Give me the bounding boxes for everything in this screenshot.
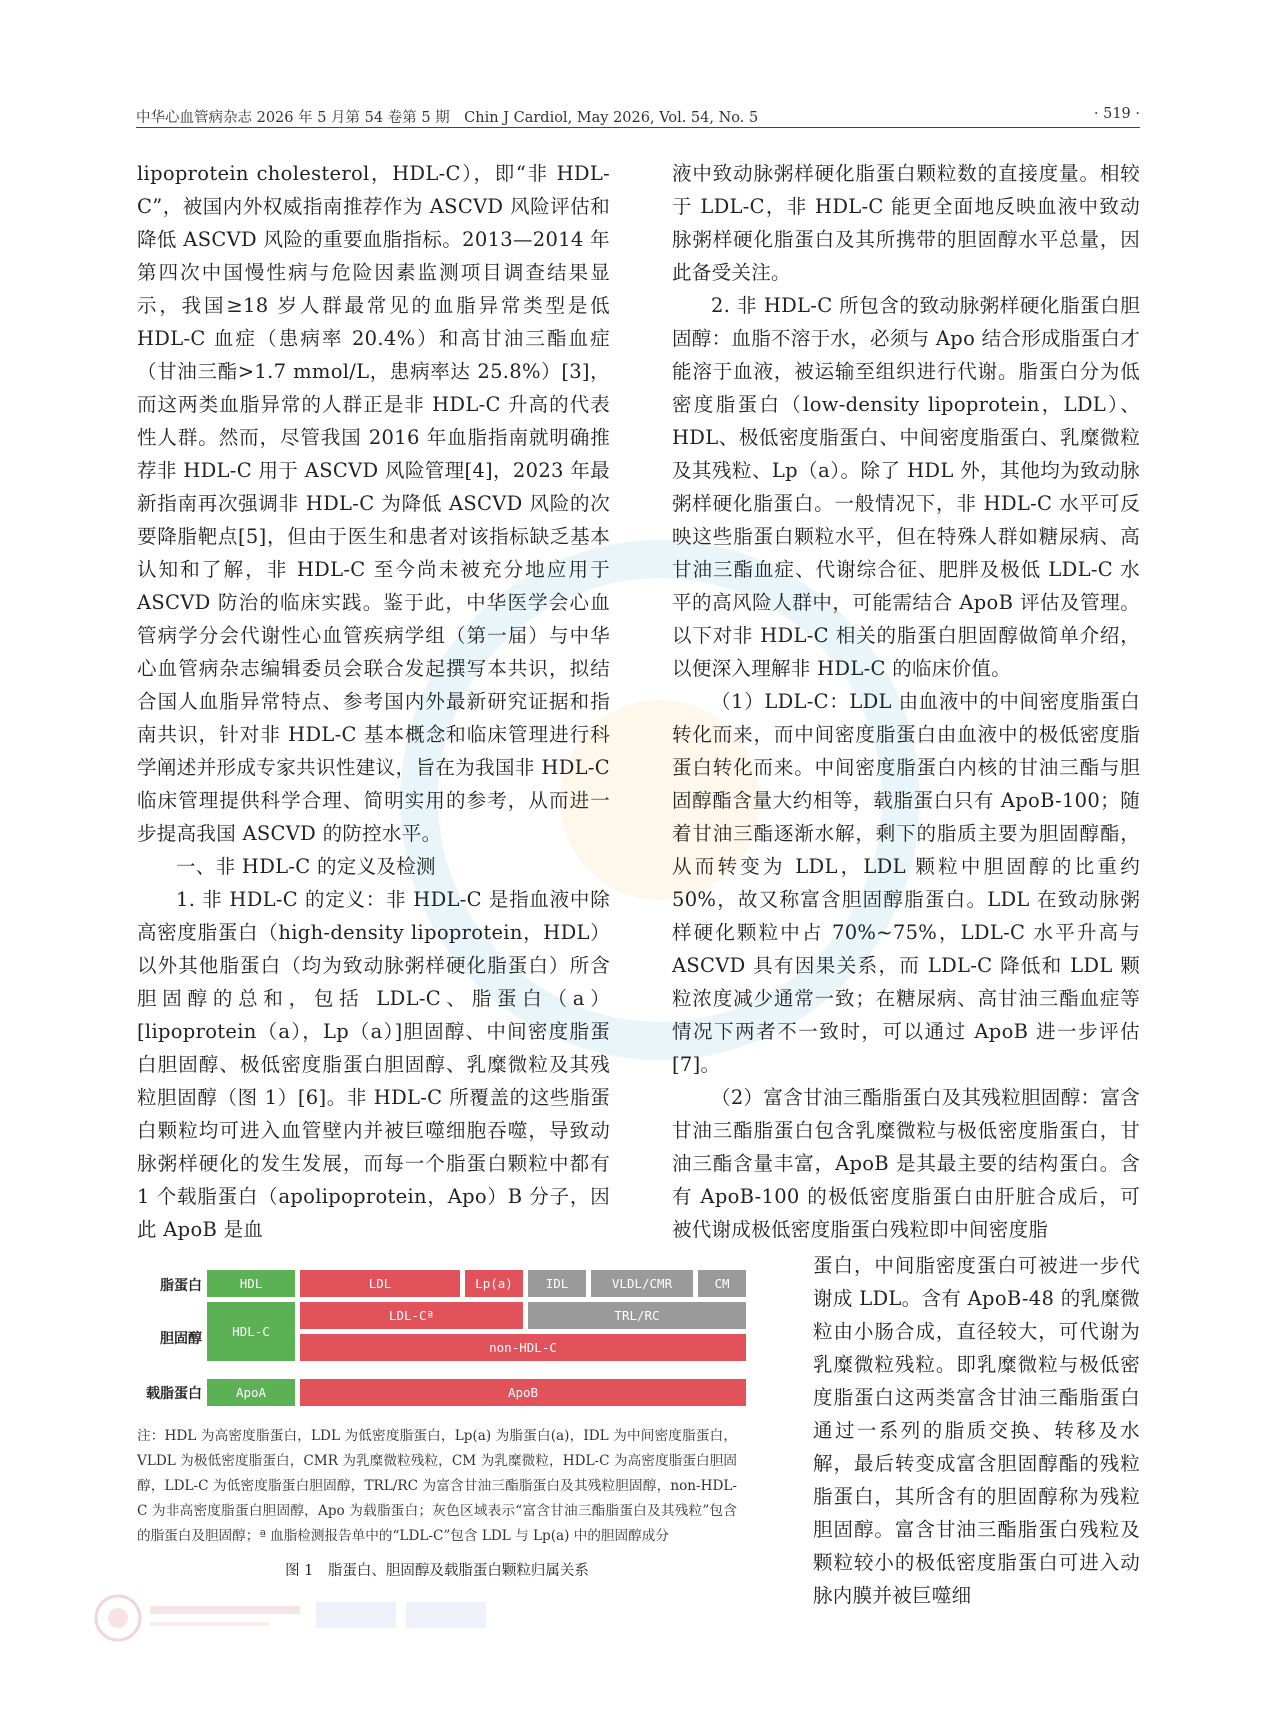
cell-hdl-c: HDL-C: [207, 1302, 295, 1361]
paragraph: lipoprotein cholesterol，HDL-C），即“非 HDL-C”，被国内外权威指南推荐作为 ASCVD 风险评估和降低 ASCVD 风险的重要血脂指标。2013—2014 年第四次中国慢性病与危险因素监测项目调查结果显示，我国≥18 岁人群最常见的血脂异常类型是低 HDL-C 血症（患病率 20.4%）和高甘油三酯血症（甘油三酯>1.7 mmol/L，患病率达 25.8%）[3]，而这两类血脂异常的人群正是非 HDL-C 升高的代表性人群。然而，尽管我国 2016 年血脂指南就明确推荐非 HDL-C 用于 ASCVD 风险管理[4]，2023 年最新指南再次强调非 HDL-C 为降低 ASCVD 风险的次要降脂靶点[5]，但由于医生和患者对该指标缺乏基本认知和了解，非 HDL-C 至今尚未被充分地应用于 ASCVD 防治的临床实践。鉴于此，中华医学会心血管病学分会代谢性心血管疾病学组（第一届）与中华心血管病杂志编辑委员会联合发起撰写本共识，拟结合国人血脂异常特点、参考国内外最新研究证据和指南共识，针对非 HDL-C 基本概念和临床管理进行科学阐述并形成专家共识性建议，旨在为我国非 HDL-C 临床管理提供科学合理、简明实用的参考，从而进一步提高我国 ASCVD 的防控水平。: [137, 162, 610, 845]
cell-vldl-cmr: VLDL/CMR: [591, 1270, 693, 1297]
cell-non-hdl-c: non-HDL-C: [300, 1334, 746, 1361]
cell-trl-rc: TRL/RC: [528, 1302, 746, 1329]
paragraph: （2）富含甘油三酯脂蛋白及其残粒胆固醇：富含甘油三酯脂蛋白包含乳糜微粒与极低密度脂蛋白，甘油三酯含量丰富，ApoB 是其最主要的结构蛋白。含有 ApoB-100 的极低密度脂蛋白由肝脏合成后，可被代谢成极低密度脂蛋白残粒即中间密度脂: [672, 1086, 1140, 1241]
paragraph: 1. 非 HDL-C 的定义：非 HDL-C 是指血液中除高密度脂蛋白（high-density lipoprotein，HDL）以外其他脂蛋白（均为致动脉粥样硬化脂蛋白）所含胆固醇的总和，包括 LDL-C、脂蛋白（a）[lipoprotein（a），Lp（a）]胆固醇、中间密度脂蛋白胆固醇、极低密度脂蛋白胆固醇、乳糜微粒及其残粒胆固醇（图 1）[6]。非 HDL-C 所覆盖的这些脂蛋白颗粒均可进入血管壁内并被巨噬细胞吞噬，导致动脉粥样硬化的发生发展，而每一个脂蛋白颗粒中都有 1 个载脂蛋白（apolipoprotein，Apo）B 分子，因此 ApoB 是血: [137, 888, 610, 1241]
figure-note: 注：HDL 为高密度脂蛋白，LDL 为低密度脂蛋白，Lp(a) 为脂蛋白(a)，IDL 为中间密度脂蛋白，VLDL 为极低密度脂蛋白，CMR 为乳糜微粒残粒，CM 为乳糜微粒，HDL-C 为高密度脂蛋白胆固醇，LDL-C 为低密度脂蛋白胆固醇，TRL/RC 为富含甘油三酯脂蛋白及其残粒胆固醇，non-HDL-C 为非高密度脂蛋白胆固醇，Apo 为载脂蛋白；灰色区域表示“富含甘油三酯脂蛋白及其残粒”包含的脂蛋白及胆固醇；ª 血脂检测报告单中的“LDL-C”包含 LDL 与 Lp(a) 中的胆固醇成分: [137, 1428, 737, 1544]
row-label-cholesterol: 胆固醇: [160, 1331, 202, 1347]
paragraph: 液中致动脉粥样硬化脂蛋白颗粒数的直接度量。相较于 LDL-C，非 HDL-C 能更全面地反映血液中致动脉粥样硬化脂蛋白及其所携带的胆固醇水平总量，因此备受关注。: [672, 162, 1140, 284]
cell-apoa: ApoA: [207, 1379, 295, 1406]
cell-cm: CM: [698, 1270, 746, 1297]
row-label-lipoprotein: 脂蛋白: [160, 1278, 202, 1294]
right-column: [672, 157, 1140, 1246]
section-heading: 一、非 HDL-C 的定义及检测: [176, 855, 436, 878]
cell-ldl: LDL: [300, 1270, 460, 1297]
cell-ldl-c: LDL-Cª: [300, 1302, 523, 1329]
paragraph: 2. 非 HDL-C 所包含的致动脉粥样硬化脂蛋白胆固醇：血脂不溶于水，必须与 Apo 结合形成脂蛋白才能溶于血液，被运输至组织进行代谢。脂蛋白分为低密度脂蛋白（low-density lipoprotein，LDL）、HDL、极低密度脂蛋白、中间密度脂蛋白、乳糜微粒及其残粒、Lp（a）。除了 HDL 外，其他均为致动脉粥样硬化脂蛋白。一般情况下，非 HDL-C 水平可反映这些脂蛋白颗粒水平，但在特殊人群如糖尿病、高甘油三酯血症、代谢综合征、肥胖及极低 LDL-C 水平的高风险人群中，可能需结合 ApoB 评估及管理。以下对非 HDL-C 相关的脂蛋白胆固醇做简单介绍，以便深入理解非 HDL-C 的临床价值。: [672, 294, 1141, 680]
figure-caption: 图 1 脂蛋白、胆固醇及载脂蛋白颗粒归属关系: [285, 1563, 589, 1579]
left-column: [137, 157, 610, 1246]
right-column-continued: [813, 1249, 1140, 1612]
row-label-apolipoprotein: 载脂蛋白: [146, 1386, 202, 1402]
page-number: · 519 ·: [1093, 106, 1140, 122]
header-rule: [136, 127, 1140, 128]
journal-citation: 中华心血管病杂志 2026 年 5 月第 54 卷第 5 期 Chin J Cardiol, May 2026, Vol. 54, No. 5: [136, 110, 759, 126]
running-header: [136, 100, 1140, 128]
cell-hdl: HDL: [207, 1270, 295, 1297]
lipoprotein-diagram: [137, 1270, 797, 1412]
cell-apob: ApoB: [300, 1379, 746, 1406]
cell-idl: IDL: [528, 1270, 586, 1297]
paragraph: 蛋白，中间脂密度蛋白可被进一步代谢成 LDL。含有 ApoB-48 的乳糜微粒由小肠合成，直径较大，可代谢为乳糜微粒残粒。即乳糜微粒与极低密度脂蛋白这两类富含甘油三酯脂蛋白通过一系列的脂质交换、转移及水解，最后转变成富含胆固醇酯的残粒脂蛋白，其所含有的胆固醇称为残粒胆固醇。富含甘油三酯脂蛋白残粒及颗粒较小的极低密度脂蛋白可进入动脉内膜并被巨噬细: [813, 1254, 1140, 1607]
cell-lpa: Lp(a): [465, 1270, 523, 1297]
paragraph: （1）LDL-C：LDL 由血液中的中间密度脂蛋白转化而来，而中间密度脂蛋白由血液中的极低密度脂蛋白转化而来。中间密度脂蛋白内核的甘油三酯与胆固醇酯含量大约相等，载脂蛋白只有 ApoB-100；随着甘油三酯逐渐水解，剩下的脂质主要为胆固醇酯，从而转变为 LDL，LDL 颗粒中胆固醇的比重约 50%，故又称富含胆固醇脂蛋白。LDL 在致动脉粥样硬化颗粒中占 70%~75%，LDL-C 水平升高与 ASCVD 具有因果关系，而 LDL-C 降低和 LDL 颗粒浓度减少通常一致；在糖尿病、高甘油三酯血症等情况下两者不一致时，可以通过 ApoB 进一步评估[7]。: [672, 690, 1140, 1076]
figure-1: [137, 1270, 797, 1580]
publisher-logo: [88, 1588, 508, 1648]
